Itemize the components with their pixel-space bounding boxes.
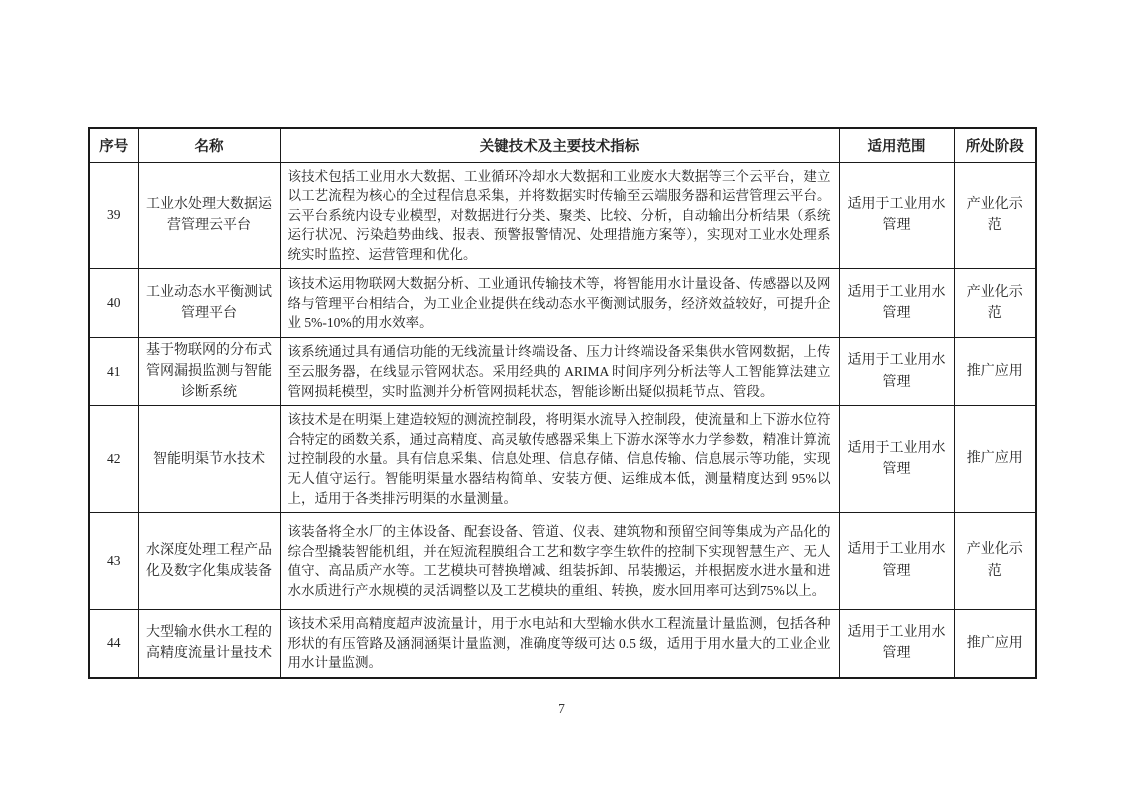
development-stage: 产业化示范 xyxy=(954,513,1036,610)
technology-name: 大型输水供水工程的高精度流量计量技术 xyxy=(138,610,280,678)
technology-table xyxy=(88,127,1037,679)
technology-description: 该技术运用物联网大数据分析、工业通讯传输技术等，将智能用水计量设备、传感器以及网络与管理平台相结合，为工业企业提供在线动态水平衡测试服务，经济效益较好，可提升企业 5%-10%的用水效率。 xyxy=(280,269,839,338)
technology-name: 工业动态水平衡测试管理平台 xyxy=(138,269,280,338)
row-serial-number: 44 xyxy=(89,610,138,678)
technology-name: 水深度处理工程产品化及数字化集成装备 xyxy=(138,513,280,610)
table-row xyxy=(89,406,1036,513)
table-header-row xyxy=(89,128,1036,162)
technology-description: 该技术采用高精度超声波流量计，用于水电站和大型输水供水工程流量计量监测，包括各种形状的有压管路及涵洞涵渠计量监测，准确度等级可达 0.5 级，适用于用水量大的工业企业用水计量监测。 xyxy=(280,610,839,678)
applicable-scope: 适用于工业用水管理 xyxy=(839,162,954,269)
technology-description: 该技术是在明渠上建造较短的测流控制段，将明渠水流导入控制段，使流量和上下游水位符合特定的函数关系，通过高精度、高灵敏传感器采集上下游水深等水力学参数，精准计算流过控制段的水量。具有信息采集、信息处理、信息存储、信息传输、信息展示等功能，实现无人值守运行。智能明渠量水器结构简单、安装方便、运维成本低，测量精度达到 95%以上，适用于各类排污明渠的水量测量。 xyxy=(280,406,839,513)
table-row xyxy=(89,338,1036,406)
table-row xyxy=(89,610,1036,678)
column-header-stage: 所处阶段 xyxy=(954,128,1036,162)
column-header-applicable-scope: 适用范围 xyxy=(839,128,954,162)
applicable-scope: 适用于工业用水管理 xyxy=(839,338,954,406)
technology-name: 智能明渠节水技术 xyxy=(138,406,280,513)
row-serial-number: 42 xyxy=(89,406,138,513)
development-stage: 推广应用 xyxy=(954,338,1036,406)
applicable-scope: 适用于工业用水管理 xyxy=(839,406,954,513)
technology-description: 该装备将全水厂的主体设备、配套设备、管道、仪表、建筑物和预留空间等集成为产品化的综合型撬装智能机组，并在短流程膜组合工艺和数字孪生软件的控制下实现智慧生产、无人值守、高品质产水等。工艺模块可替换增减、组装拆卸、吊装搬运，并根据废水进水量和进水水质进行产水规模的灵活调整以及工艺模块的重组、转换，废水回用率可达到75%以上。 xyxy=(280,513,839,610)
row-serial-number: 40 xyxy=(89,269,138,338)
table-row xyxy=(89,269,1036,338)
table-row xyxy=(89,513,1036,610)
column-header-serial-number: 序号 xyxy=(89,128,138,162)
development-stage: 推广应用 xyxy=(954,406,1036,513)
row-serial-number: 39 xyxy=(89,162,138,269)
applicable-scope: 适用于工业用水管理 xyxy=(839,513,954,610)
page-number: 7 xyxy=(558,701,565,716)
table-row xyxy=(89,162,1036,269)
column-header-key-technology: 关键技术及主要技术指标 xyxy=(280,128,839,162)
row-serial-number: 43 xyxy=(89,513,138,610)
technology-description: 该技术包括工业用水大数据、工业循环冷却水大数据和工业废水大数据等三个云平台，建立以工艺流程为核心的全过程信息采集，并将数据实时传输至云端服务器和运营管理云平台。云平台系统内设专业模型，对数据进行分类、聚类、比较、分析，自动输出分析结果（系统运行状况、污染趋势曲线、报表、预警报警情况、处理措施方案等），实现对工业水处理系统实时监控、运营管理和优化。 xyxy=(280,162,839,269)
development-stage: 产业化示范 xyxy=(954,162,1036,269)
column-header-name: 名称 xyxy=(138,128,280,162)
applicable-scope: 适用于工业用水管理 xyxy=(839,269,954,338)
applicable-scope: 适用于工业用水管理 xyxy=(839,610,954,678)
row-serial-number: 41 xyxy=(89,338,138,406)
development-stage: 产业化示范 xyxy=(954,269,1036,338)
technology-description: 该系统通过具有通信功能的无线流量计终端设备、压力计终端设备采集供水管网数据，上传至云服务器，在线显示管网状态。采用经典的 ARIMA 时间序列分析法等人工智能算法建立管网损耗模型，实时监测并分析管网损耗状态，智能诊断出疑似损耗节点、管段。 xyxy=(280,338,839,406)
technology-name: 工业水处理大数据运营管理云平台 xyxy=(138,162,280,269)
development-stage: 推广应用 xyxy=(954,610,1036,678)
technology-name: 基于物联网的分布式管网漏损监测与智能诊断系统 xyxy=(138,338,280,406)
